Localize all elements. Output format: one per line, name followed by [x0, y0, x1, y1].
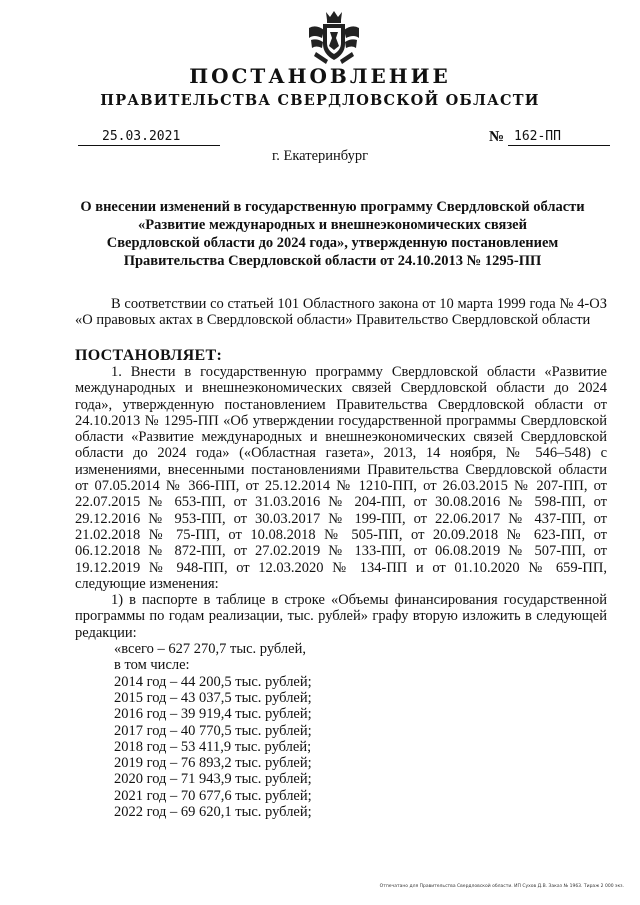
funding-year: 2020 год – 71 943,9 тыс. рублей; — [114, 771, 312, 788]
document-type-heading: ПОСТАНОВЛЕНИЕ — [189, 64, 451, 88]
preamble — [75, 296, 607, 328]
item-1: 1. Внести в государственную программу Свердловской области «Развитие международных и внешнеэкономических связей Свердловской области до 2024 года», утвержденную постановлением Правительства Свердловской области от 24.10.2013 № 1295-ПП «Об утверждении государственной программы Свердловской области «Развитие международных и внешнеэкономических связей Свердловской области до 2024 года» («Областная газета», 2013, 14 ноября, № 546–548) с изменениями, внесенными постановлениями Правительства Свердловской области от 07.05.2014 № 366-ПП, от 25.12.2014 № 1210-ПП, от 26.03.2015 № 207-ПП, от 22.07.2015 № 653-ПП, от 31.03.2016 № 204-ПП, от 30.08.2016 № 598-ПП, от 29.12.2016 № 953-ПП, от 30.03.2017 № 199-ПП, от 22.06.2017 № 437-ПП, от 21.02.2018 № 75-ПП, от 10.08.2018 № 505-ПП, от 20.09.2018 № 623-ПП, от 06.12.2018 № 872-ПП, от 27.02.2019 № 133-ПП, от 06.08.2019 № 507-ПП, от 19.12.2019 № 948-ПП, от 12.03.2020 № 134-ПП и от 01.10.2020 № 659-ПП, следующие изменения: — [75, 364, 607, 592]
coat-of-arms-icon — [306, 8, 362, 66]
city: г. Екатеринбург — [271, 148, 369, 164]
title-line: Правительства Свердловской области от 24.10.2013 № 1295-ПП — [123, 253, 542, 269]
document-number: 162-ПП — [508, 130, 610, 146]
funding-total: «всего – 627 270,7 тыс. рублей, — [114, 641, 306, 658]
funding-list — [75, 641, 607, 820]
funding-year: 2014 год – 44 200,5 тыс. рублей; — [114, 673, 312, 690]
funding-year: 2015 год – 43 037,5 тыс. рублей; — [114, 689, 312, 706]
preamble-text: В соответствии со статьей 101 Областного закона от 10 марта 1999 года № 4-ОЗ «О правовых актах в Свердловской области» Правительство Свердловской области — [75, 296, 607, 328]
funding-year: 2019 год – 76 893,2 тыс. рублей; — [114, 755, 312, 772]
document-body — [75, 364, 607, 820]
funding-year: 2017 год – 40 770,5 тыс. рублей; — [114, 722, 312, 739]
title-line: Свердловской области до 2024 года», утвержденную постановлением — [106, 235, 559, 251]
document-date: 25.03.2021 — [78, 130, 220, 146]
title-line: «Развитие международных и внешнеэкономических связей — [138, 217, 527, 233]
number-sign: № — [489, 129, 505, 145]
funding-year: 2021 год – 70 677,6 тыс. рублей; — [114, 787, 312, 804]
funding-including: в том числе: — [114, 657, 190, 674]
resolve-heading: ПОСТАНОВЛЯЕТ: — [75, 347, 223, 364]
title-line: О внесении изменений в государственную программу Свердловской области — [80, 199, 585, 215]
issuing-authority: ПРАВИТЕЛЬСТВА СВЕРДЛОВСКОЙ ОБЛАСТИ — [100, 92, 540, 109]
funding-year: 2022 год – 69 620,1 тыс. рублей; — [114, 804, 312, 821]
funding-year: 2018 год – 53 411,9 тыс. рублей; — [114, 738, 312, 755]
document-title — [60, 198, 605, 270]
print-footer: Отпечатано для Правительства Свердловской области. ИП Сухов Д.В. Заказ № 1963. Тираж 2 000 экз. — [379, 884, 624, 889]
funding-year: 2016 год – 39 919,4 тыс. рублей; — [114, 706, 312, 723]
subitem-1: 1) в паспорте в таблице в строке «Объемы финансирования государственной программы по годам реализации, тыс. рублей» графу вторую изложить в следующей редакции: — [75, 592, 607, 641]
